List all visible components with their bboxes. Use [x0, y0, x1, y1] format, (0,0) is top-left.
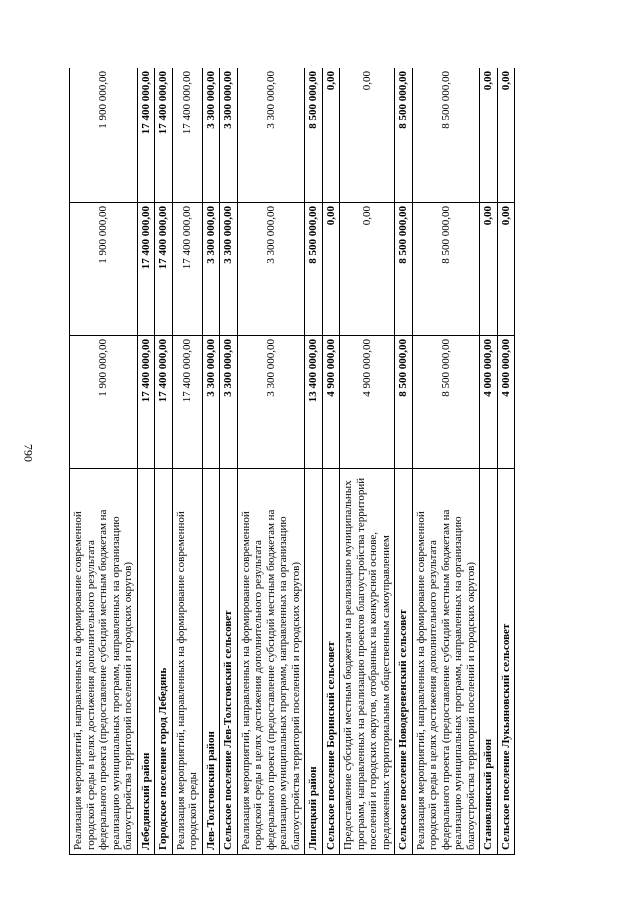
table-row: [172, 68, 202, 855]
row-value-3: 8 500 000,00: [305, 68, 323, 203]
row-value-2: 0,00: [497, 203, 515, 336]
row-label: Реализация мероприятий, направленных на формирование современной городской среды в целях достижения дополнительного результата федерального проекта (предоставление субсидий местным бюджетам на реализацию муниципальных программ, направленных на организацию благоустройства территорий поселений и городских округов): [412, 469, 480, 855]
rotated-table-frame: [69, 68, 590, 855]
page-number: 790: [21, 444, 36, 462]
row-value-2: 8 500 000,00: [305, 203, 323, 336]
row-label: Лев-Толстовский район: [202, 469, 220, 855]
row-value-2: 8 500 000,00: [395, 203, 413, 336]
row-value-1: 4 900 000,00: [340, 336, 395, 469]
row-value-3: 3 300 000,00: [202, 68, 220, 203]
table-row-total: [497, 68, 515, 855]
row-label: Лебедянский район: [137, 469, 155, 855]
row-value-3: 0,00: [340, 68, 395, 203]
budget-table: [69, 68, 515, 855]
row-label: Сельское поселение Боринский сельсовет: [322, 469, 340, 855]
table-row-total: [220, 68, 238, 855]
table-row-total: [480, 68, 498, 855]
row-value-1: 8 500 000,00: [395, 336, 413, 469]
table-row-total: [202, 68, 220, 855]
rotated-table-content: [69, 68, 590, 855]
row-label: Реализация мероприятий, направленных на формирование современной городской среды в целях достижения дополнительного результата федерального проекта (предоставление субсидий местным бюджетам на реализацию муниципальных программ, направленных на организацию благоустройства территорий поселений и городских округов): [70, 469, 138, 855]
row-value-2: 17 400 000,00: [155, 203, 173, 336]
row-value-2: 3 300 000,00: [202, 203, 220, 336]
table-row-total: [322, 68, 340, 855]
row-label: Реализация мероприятий, направленных на формирование современной городской среды: [172, 469, 202, 855]
table-row: [237, 68, 305, 855]
row-value-2: 17 400 000,00: [172, 203, 202, 336]
row-label: Становлянский район: [480, 469, 498, 855]
row-value-1: 1 900 000,00: [70, 336, 138, 469]
row-value-1: 3 300 000,00: [202, 336, 220, 469]
row-value-3: 17 400 000,00: [155, 68, 173, 203]
row-value-2: 0,00: [340, 203, 395, 336]
row-value-1: 17 400 000,00: [172, 336, 202, 469]
row-value-1: 3 300 000,00: [220, 336, 238, 469]
table-row-total: [305, 68, 323, 855]
row-value-3: 8 500 000,00: [412, 68, 480, 203]
row-value-3: 8 500 000,00: [395, 68, 413, 203]
row-value-3: 0,00: [322, 68, 340, 203]
row-label: Городское поселение город Лебедянь: [155, 469, 173, 855]
row-value-3: 0,00: [480, 68, 498, 203]
row-label: Реализация мероприятий, направленных на формирование современной городской среды в целях достижения дополнительного результата федерального проекта (предоставление субсидий местным бюджетам на реализацию муниципальных программ, направленных на организацию благоустройства территорий поселений и городских округов): [237, 469, 305, 855]
table-row-total: [137, 68, 155, 855]
row-value-1: 13 400 000,00: [305, 336, 323, 469]
row-value-1: 4 000 000,00: [480, 336, 498, 469]
row-label: Сельское поселение Лев-Толстовский сельсовет: [220, 469, 238, 855]
row-value-1: 8 500 000,00: [412, 336, 480, 469]
row-value-1: 4 000 000,00: [497, 336, 515, 469]
row-label: Липецкий район: [305, 469, 323, 855]
row-value-3: 3 300 000,00: [220, 68, 238, 203]
row-value-3: 0,00: [497, 68, 515, 203]
row-value-2: 8 500 000,00: [412, 203, 480, 336]
table-row: [340, 68, 395, 855]
row-label: Сельское поселение Лукьяновский сельсовет: [497, 469, 515, 855]
row-value-3: 3 300 000,00: [237, 68, 305, 203]
row-value-2: 3 300 000,00: [220, 203, 238, 336]
row-value-2: 17 400 000,00: [137, 203, 155, 336]
row-label: Предоставление субсидий местным бюджетам на реализацию муниципальных программ, направленных на реализацию проектов благоустройства территорий поселений и городских округов, отобранных на конкурсной основе, предложенных территориальным общественным самоуправлением: [340, 469, 395, 855]
row-value-1: 3 300 000,00: [237, 336, 305, 469]
row-value-1: 4 900 000,00: [322, 336, 340, 469]
table-row: [70, 68, 138, 855]
table-row-total: [395, 68, 413, 855]
row-value-2: 3 300 000,00: [237, 203, 305, 336]
row-value-2: 0,00: [480, 203, 498, 336]
row-value-2: 0,00: [322, 203, 340, 336]
row-value-1: 17 400 000,00: [137, 336, 155, 469]
row-value-1: 17 400 000,00: [155, 336, 173, 469]
row-value-3: 17 400 000,00: [137, 68, 155, 203]
row-value-2: 1 900 000,00: [70, 203, 138, 336]
row-value-3: 17 400 000,00: [172, 68, 202, 203]
row-value-3: 1 900 000,00: [70, 68, 138, 203]
table-row: [412, 68, 480, 855]
row-label: Сельское поселение Новодеревенский сельсовет: [395, 469, 413, 855]
table-row-total: [155, 68, 173, 855]
budget-table-body: [70, 68, 515, 855]
